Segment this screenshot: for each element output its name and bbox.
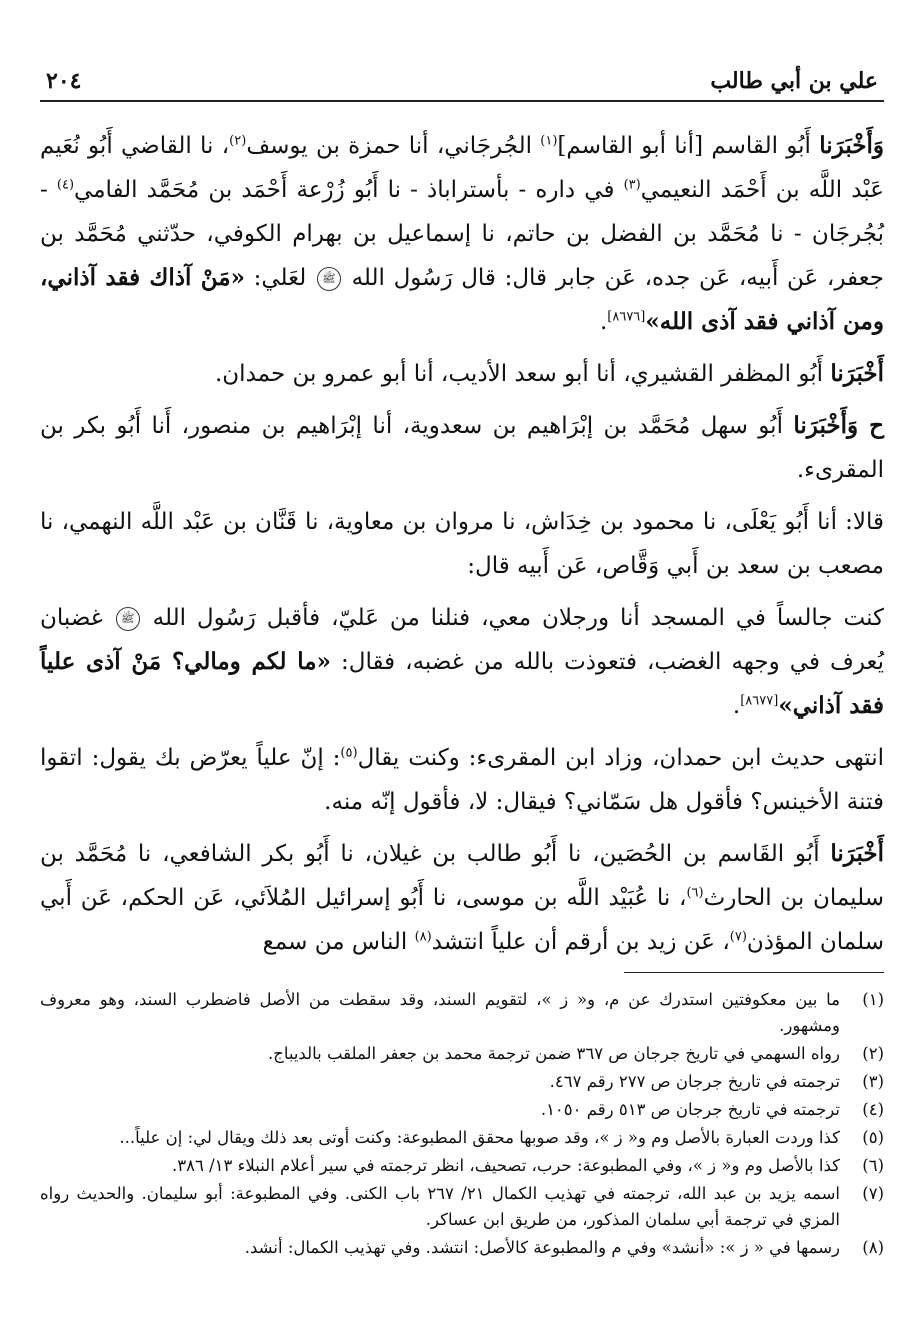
header-title: علي بن أبي طالب [710, 68, 878, 94]
footnote-number: (٢) [862, 1044, 884, 1063]
text-run: الناس من سمع [262, 929, 415, 955]
text-run: غضبان يُعرف في وجهه الغضب، فتعوذت بالله من غضبه، فقال: [40, 605, 885, 675]
footnote-text: ترجمته في تاريخ جرجان ص ٥١٣ رقم ١٠٥٠. [540, 1100, 840, 1119]
text-run: : إنّ علياً يعرّض بك يقول: اتقوا فتنة الأخينس؟ فأقول هل سَمّاني؟ فيقال: لا، فأقول إنّه منه. [40, 745, 884, 815]
footnote [40, 1153, 884, 1179]
footnote-number: (٥) [862, 1128, 884, 1147]
footnote-marker: (٧) [729, 929, 747, 945]
footnote-text: رواه السهمي في تاريخ جرجان ص ٣٦٧ ضمن ترجمة محمد بن جعفر الملقب بالديباج. [267, 1044, 840, 1063]
footnotes [40, 987, 884, 1261]
footnote-marker: (٥) [340, 745, 358, 761]
text-run: لعَلي: [244, 265, 315, 291]
paragraph [40, 352, 884, 396]
footnote-marker: (٣) [623, 177, 641, 193]
footnote-number: (٧) [862, 1184, 884, 1203]
paragraph [40, 124, 884, 344]
text-run: في داره - بأستراباذ - نا أَبُو زُرْعة أَحْمَد بن مُحَمَّد الفامي [74, 177, 624, 203]
text-run: ، عَن زيد بن أرقم أن علياً انتشد [431, 929, 730, 955]
text-run: أَبُو المظفر القشيري، أنا أبو سعد الأديب، أنا أبو عمرو بن حمدان. [214, 361, 831, 387]
text-run: أَبُو سهل مُحَمَّد بن إبْرَاهيم بن سعدوية، أنا إبْرَاهيم بن منصور، أَنا أَبُو بكر بن المقرىء. [40, 413, 884, 483]
text-run: . [732, 693, 741, 719]
bold-text: ح وَأَخْبَرَنا [793, 412, 884, 439]
text-run: أَبُو القاسم [أنا أبو القاسم] [557, 133, 820, 159]
footnote-marker: (١) [540, 133, 558, 149]
footnote-number: (٣) [862, 1072, 884, 1091]
footnote [40, 1041, 884, 1067]
paragraph [40, 832, 884, 964]
text-run: - بُجُرجَان - نا مُحَمَّد بن الفضل بن حاتم، نا إسماعيل بن بهرام الكوفي، حدّثني مُحَمَّد بن جعفر، عَن أَبيه، عَن جده، عَن جابر قال: قال رَسُول الله [40, 177, 884, 291]
bold-text: «ما لكم ومالي؟ مَنْ آذى علياً فقد آذاني» [40, 648, 884, 719]
footnote-number: (١) [862, 990, 884, 1009]
footnote-number: (٨) [862, 1238, 884, 1257]
footnote-text: ما بين معكوفتين استدرك عن م، و« ز »، لتقويم السند، وقد سقطت من الأصل فاضطرب السند، وهو معروف ومشهور. [40, 990, 840, 1035]
footnote [40, 1181, 884, 1233]
footnote-text: ترجمته في تاريخ جرجان ص ٢٧٧ رقم ٤٦٧. [549, 1072, 840, 1091]
running-header [40, 60, 884, 102]
salawat-symbol: ﷺ [317, 267, 341, 291]
footnote [40, 1125, 884, 1151]
bold-text: وَأَخْبَرَنا [819, 132, 884, 159]
footnote-text: كذا بالأصل وم و« ز »، وفي المطبوعة: حرب، تصحيف، انظر ترجمته في سير أعلام النبلاء ١٣/ ٣٨٦. [171, 1156, 840, 1175]
footnote-marker: [٨٦٧٦] [607, 309, 646, 325]
footnote-text: اسمه يزيد بن عبد الله، ترجمته في تهذيب الكمال ٢١/ ٢٦٧ باب الكنى. وفي المطبوعة: أبو سليمان. والحديث رواه المزي في ترجمة أبي سلمان المذكور، من طريق ابن عساكر. [40, 1184, 840, 1229]
text-run: الجُرجَاني، أنا حمزة بن يوسف [246, 133, 541, 159]
paragraph [40, 736, 884, 824]
salawat-symbol: ﷺ [116, 607, 140, 631]
page-number: ٢٠٤ [46, 68, 82, 94]
footnote-marker: (٤) [56, 177, 75, 193]
book-page [40, 60, 884, 1316]
text-run: ، نا القاضي أَبُو نُعَيم عَبْد اللَّه بن أَحْمَد النعيمي [40, 133, 884, 203]
text-run: . [599, 309, 608, 335]
footnote-text: كذا وردت العبارة بالأصل وم و« ز »، وقد صوبها محقق المطبوعة: وكنت أوتى بعد ذلك ويقال لي: إن علياً... [119, 1128, 840, 1147]
text-run: قالا: أنا أَبُو يَعْلَى، نا محمود بن خِدَاش، نا مروان بن معاوية، نا قَنَّان بن عَبْد اللَّه النهمي، نا مصعب بن سعد بن أَبي وَقَّاص، عَن أَبيه قال: [40, 509, 884, 579]
footnote-marker: (٢) [229, 133, 247, 149]
text-run: ، نا عُبَيْد اللَّه بن موسى، نا أَبُو إسرائيل المُلاَئي، عَن الحكم، عَن أَبي سلمان المؤذن [40, 885, 884, 955]
paragraph [40, 404, 884, 492]
footnote-number: (٦) [862, 1156, 884, 1175]
bold-text: أَخْبَرَنا [830, 360, 884, 387]
footnote [40, 1097, 884, 1123]
bold-text: «مَنْ آذاك فقد آذاني، ومن آذاني فقد آذى الله» [40, 264, 884, 335]
text-run: انتهى حديث ابن حمدان، وزاد ابن المقرىء: وكنت يقال [357, 745, 884, 771]
paragraph [40, 596, 884, 728]
footnote-marker: (٨) [414, 929, 432, 945]
bold-text: أَخْبَرَنا [830, 840, 884, 867]
footnote-separator [624, 972, 884, 973]
footnote [40, 1235, 884, 1261]
text-run: كنت جالساً في المسجد أنا ورجلان معي، فنلنا من عَليّ، فأقبل رَسُول الله [141, 605, 884, 631]
main-text [40, 124, 884, 964]
footnote-number: (٤) [862, 1100, 884, 1119]
footnote-marker: [٨٦٧٧] [740, 693, 779, 709]
paragraph [40, 500, 884, 588]
footnote-marker: (٦) [686, 885, 704, 901]
footnote [40, 987, 884, 1039]
text-run: أَبُو القَاسم بن الحُصَين، نا أَبُو طالب بن غيلان، نا أَبُو بكر الشافعي، نا مُحَمَّد بن سليمان بن الحارث [40, 841, 884, 911]
footnote-text: رسمها في « ز »: «أنشد» وفي م والمطبوعة كالأصل: انتشد. وفي تهذيب الكمال: أنشد. [244, 1238, 840, 1257]
footnote [40, 1069, 884, 1095]
